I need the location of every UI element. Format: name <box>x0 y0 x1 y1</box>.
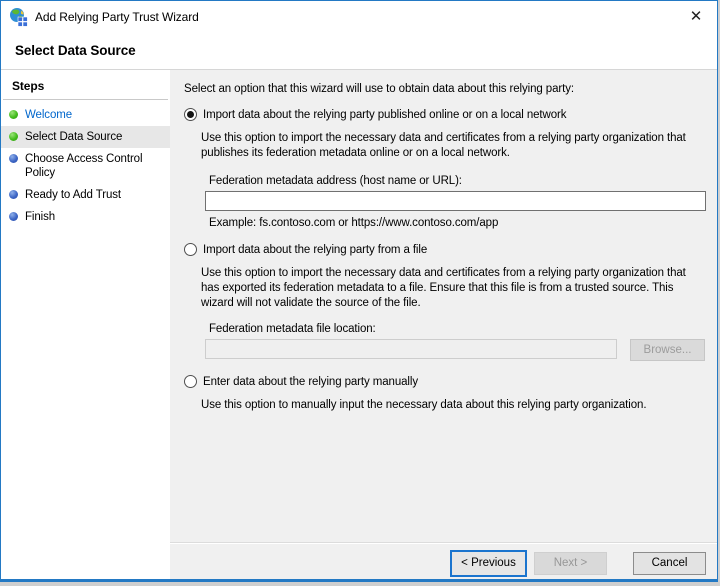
option-label: Enter data about the relying party manually <box>203 376 418 388</box>
instruction-text: Select an option that this wizard will use to obtain data about this relying party: <box>184 83 574 95</box>
previous-button[interactable]: < Previous <box>450 550 527 577</box>
metadata-address-input[interactable] <box>205 191 706 211</box>
example-text: Example: fs.contoso.com or https://www.contoso.com/app <box>209 217 499 229</box>
sidebar-item-choose-access-control-policy[interactable] <box>1 148 170 184</box>
metadata-file-label: Federation metadata file location: <box>209 323 376 335</box>
step-todo-bullet-icon <box>9 190 18 199</box>
option-import-online[interactable] <box>184 108 706 122</box>
option-label: Import data about the relying party published online or on a local network <box>203 109 567 121</box>
sidebar-item-finish[interactable] <box>1 206 170 228</box>
sidebar-item-welcome[interactable] <box>1 104 170 126</box>
title-bar <box>1 1 717 32</box>
radio-unselected-icon[interactable] <box>184 375 197 388</box>
radio-unselected-icon[interactable] <box>184 243 197 256</box>
step-label: Ready to Add Trust <box>25 189 122 201</box>
metadata-file-input <box>205 339 617 359</box>
steps-sidebar <box>1 70 170 582</box>
option-import-file[interactable] <box>184 243 706 257</box>
option-label: Import data about the relying party from a file <box>203 244 428 256</box>
step-done-bullet-icon <box>9 132 18 141</box>
option-description: Use this option to manually input the necessary data about this relying party organization. <box>201 399 647 411</box>
option-description: Use this option to import the necessary data and certificates from a relying party organization that has exported its federation metadata to a file. Ensure that this file is from a trusted source. This wizard will not validate the source of the file. <box>201 267 686 309</box>
sidebar-item-select-data-source[interactable] <box>1 126 170 148</box>
next-button: Next > <box>534 552 607 575</box>
step-label: Welcome <box>25 109 73 121</box>
data-source-form <box>170 70 717 543</box>
adfs-app-icon <box>9 7 29 27</box>
wizard-body <box>1 70 717 582</box>
close-icon[interactable]: ✕ <box>681 3 711 29</box>
step-label: Finish <box>25 211 56 223</box>
step-label: Select Data Source <box>25 131 123 143</box>
steps-header: Steps <box>3 77 168 100</box>
wizard-button-bar <box>170 543 717 582</box>
cancel-button[interactable]: Cancel <box>633 552 706 575</box>
option-description: Use this option to import the necessary data and certificates from a relying party organization that publishes its federation metadata online or on a local network. <box>201 132 686 159</box>
step-todo-bullet-icon <box>9 154 18 163</box>
option-enter-manually[interactable] <box>184 375 706 389</box>
step-done-bullet-icon <box>9 110 18 119</box>
step-label: Choose Access Control Policy <box>25 153 143 179</box>
step-todo-bullet-icon <box>9 212 18 221</box>
metadata-address-label: Federation metadata address (host name or URL): <box>209 175 462 187</box>
window-title: Add Relying Party Trust Wizard <box>35 9 199 24</box>
browse-button: Browse... <box>630 339 705 361</box>
radio-selected-icon[interactable] <box>184 108 197 121</box>
page-title: Select Data Source <box>1 32 717 70</box>
file-location-row <box>205 339 706 361</box>
sidebar-item-ready-to-add-trust[interactable] <box>1 184 170 206</box>
content-pane <box>170 70 717 582</box>
